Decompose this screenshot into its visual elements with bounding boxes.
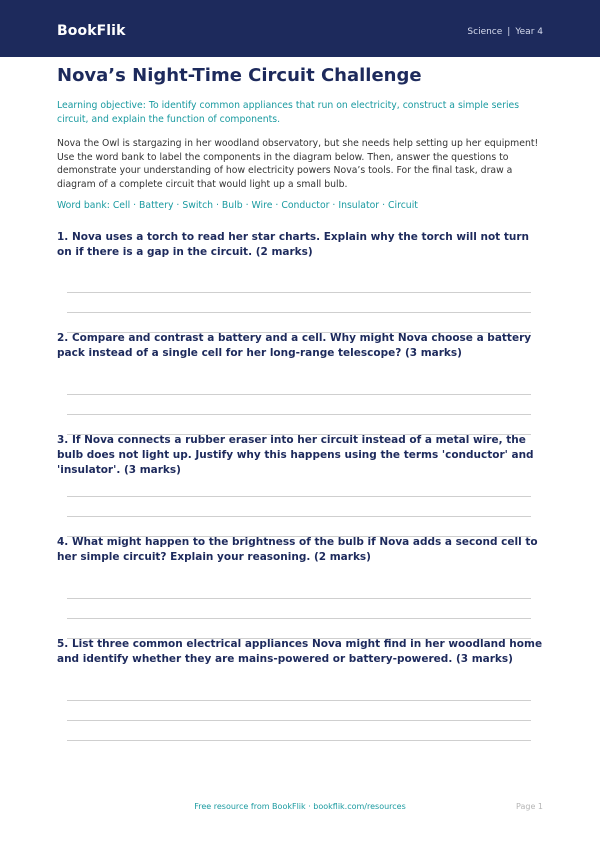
brand-logo-text[interactable]: BookFlik [57,23,126,39]
answer-line[interactable] [67,292,531,293]
answer-line[interactable] [67,516,531,517]
answer-line[interactable] [67,414,531,415]
header-bar [0,0,600,57]
answer-line[interactable] [67,618,531,619]
question-1: 1. Nova uses a torch to read her star charts. Explain why the torch will not turn on if there is a gap in the circuit. (2 marks) [57,231,529,258]
worksheet-title: Nova’s Night-Time Circuit Challenge [57,65,422,86]
subject-label: Science [467,27,503,37]
answer-line[interactable] [67,312,531,313]
answer-line[interactable] [67,496,531,497]
answer-line[interactable] [67,720,531,721]
question-2: 2. Compare and contrast a battery and a cell. Why might Nova choose a battery pack instead of a single cell for her long-range telescope? (3 marks) [57,332,532,359]
answer-line[interactable] [67,700,531,701]
answer-line[interactable] [67,740,531,741]
page-number: Page 1 [516,802,543,811]
question-3: 3. If Nova connects a rubber eraser into her circuit instead of a metal wire, the bulb does not light up. Justify why this happens using the terms 'conductor' and 'insulator'. (3 marks) [57,434,534,476]
answer-line[interactable] [67,598,531,599]
subject-year-label [467,27,543,37]
word-bank: Word bank: Cell · Battery · Switch · Bulb · Wire · Conductor · Insulator · Circuit [57,200,418,211]
year-label: Year 4 [515,27,543,37]
meta-separator: | [507,27,511,37]
answer-line[interactable] [67,394,531,395]
question-5: 5. List three common electrical appliances Nova might find in her woodland home and identify whether they are mains-powered or battery-powered. (3 marks) [57,638,543,665]
intro-paragraph: Nova the Owl is stargazing in her woodland observatory, but she needs help setting up her equipment! Use the word bank to label the components in the diagram below. Then, answer the questions to demonstrate your understanding of how electricity powers Nova’s tools. For the final task, draw a diagram of a complete circuit that would light up a small bulb. [57,138,539,190]
footer-resource-link[interactable]: Free resource from BookFlik · bookflik.com/resources [194,802,406,811]
learning-objective: Learning objective: To identify common appliances that run on electricity, construct a simple series circuit, and explain the function of components. [57,100,520,125]
question-4: 4. What might happen to the brightness of the bulb if Nova adds a second cell to her simple circuit? Explain your reasoning. (2 marks) [57,536,538,563]
